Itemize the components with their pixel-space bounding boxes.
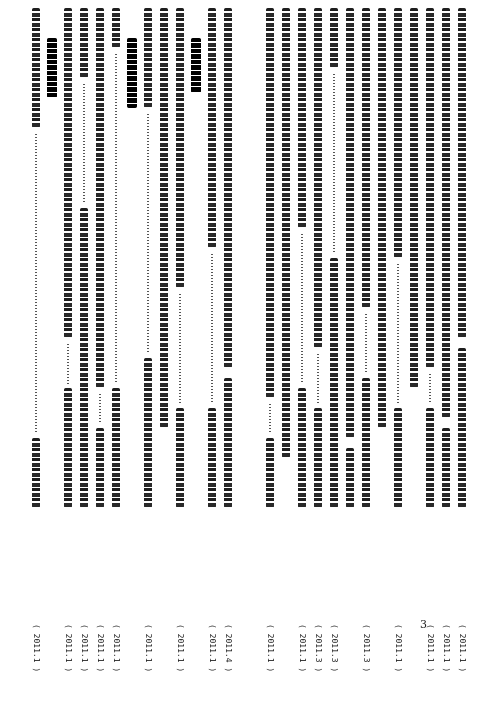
right-text-column [262,8,480,683]
entry-date: ( 2011.1 ) [96,623,105,673]
entry-date: ( 2011.1 ) [32,623,41,673]
text-line [30,8,42,683]
entry-date: ( 2011.1 ) [208,623,217,673]
text-line [312,8,324,683]
entry-date: ( 2011.1 ) [458,623,467,673]
entry-date: ( 2011.1 ) [80,623,89,673]
text-line [158,8,170,683]
entry-date: ( 2011.1 ) [112,623,121,673]
text-line [264,8,276,683]
entry-date: ( 2011.1 ) [64,623,73,673]
text-line [296,8,308,683]
text-line [110,8,122,683]
text-line [408,8,420,683]
left-text-column [28,8,246,683]
entry-date: ( 2011.1 ) [442,623,451,673]
entry-date: ( 2011.1 ) [176,623,185,673]
text-line [344,8,356,683]
entry-date: ( 2011.1 ) [144,623,153,673]
entry-date: ( 2011.1 ) [266,623,275,673]
text-line [206,8,218,683]
text-line [392,8,404,683]
text-line [328,8,340,683]
text-line [78,8,90,683]
entry-date: ( 2011.1 ) [426,623,435,673]
text-line [360,8,372,683]
entry-date: ( 2011.1 ) [298,623,307,673]
section-heading [126,8,138,683]
page-number: 3 [420,618,427,631]
text-line [94,8,106,683]
entry-date: ( 2011.3 ) [314,623,323,673]
text-line [424,8,436,683]
text-line [222,8,234,683]
section-heading [46,8,58,683]
text-line [440,8,452,683]
entry-date: ( 2011.3 ) [330,623,339,673]
entry-date: ( 2011.3 ) [362,623,371,673]
text-line [174,8,186,683]
text-line [62,8,74,683]
text-line [456,8,468,683]
text-line [376,8,388,683]
entry-date: ( 2011.1 ) [394,623,403,673]
text-line [142,8,154,683]
text-line [280,8,292,683]
entry-date: ( 2011.4 ) [224,623,233,673]
section-heading [190,8,202,683]
